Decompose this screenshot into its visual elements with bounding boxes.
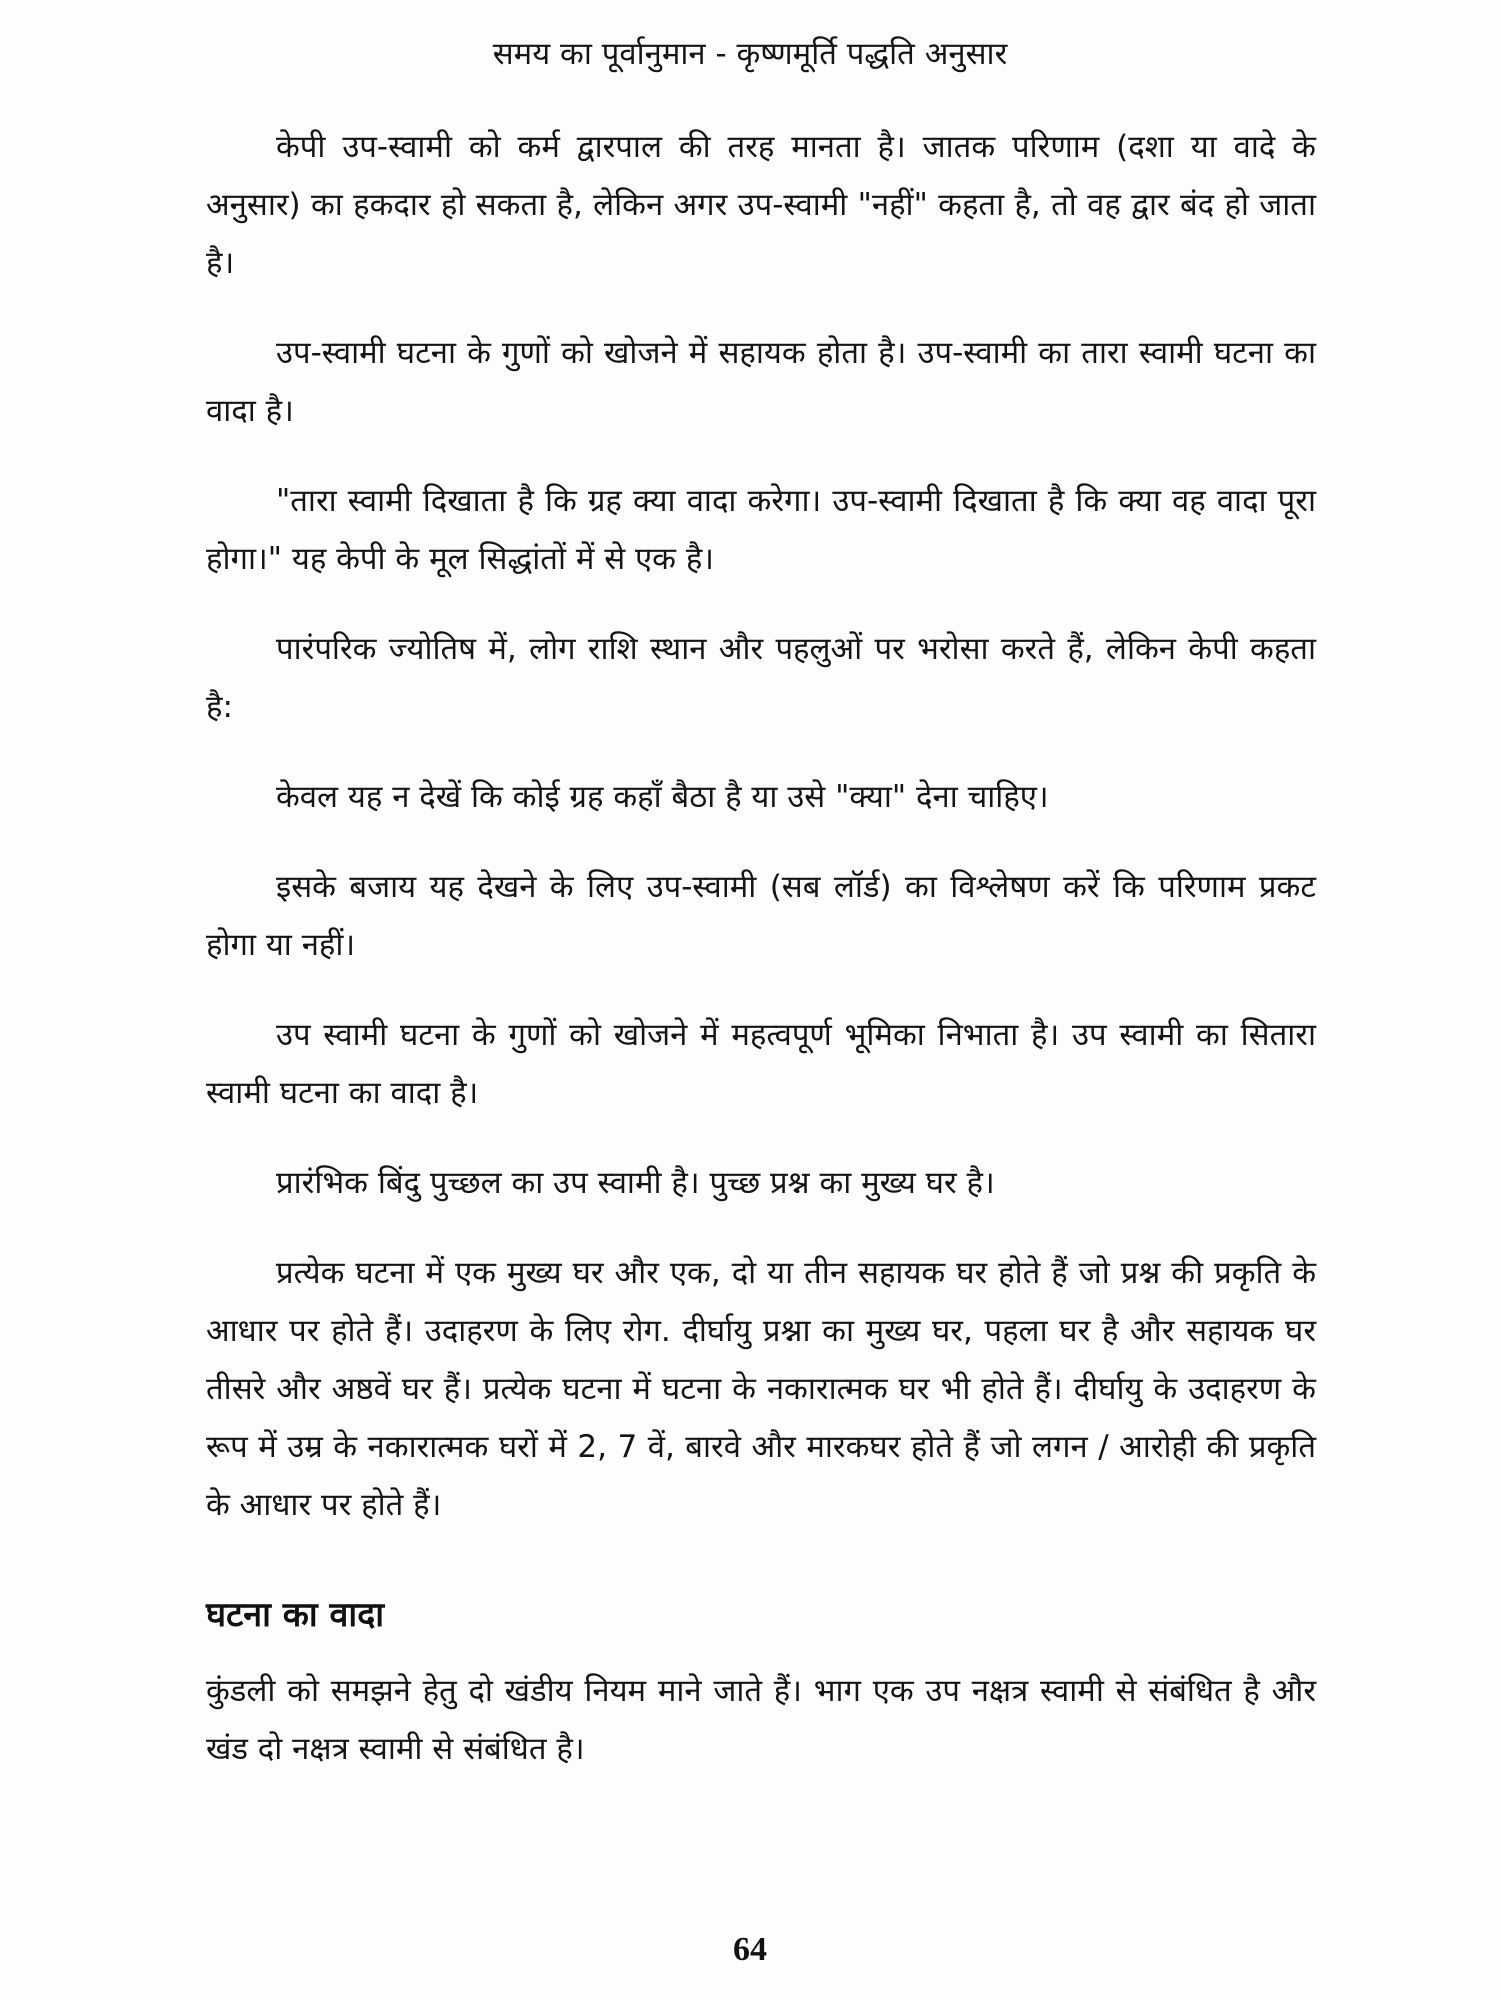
running-header: समय का पूर्वानुमान - कृष्णमूर्ति पद्धति अनुसार: [492, 36, 1008, 72]
paragraph-1: केपी उप-स्वामी को कर्म द्वारपाल की तरह मानता है। जातक परिणाम (दशा या वादे के अनुसार) का हकदार हो सकता है, लेकिन अगर उप-स्वामी "नहीं" कहता है, तो वह द्वार बंद हो जाता है।: [206, 129, 1316, 281]
paragraph-6: इसके बजाय यह देखने के लिए उप-स्वामी (सब लॉर्ड) का विश्लेषण करें कि परिणाम प्रकट होगा या नहीं।: [206, 869, 1316, 963]
paragraph-9: प्रत्येक घटना में एक मुख्य घर और एक, दो या तीन सहायक घर होते हैं जो प्रश्न की प्रकृति के आधार पर होते हैं। उदाहरण के लिए रोग. दीर्घायु प्रश्ना का मुख्य घर, पहला घर है और सहायक घर तीसरे और अष्ठवें घर हैं। प्रत्येक घटना में घटना के नकारात्मक घर भी होते हैं। दीर्घायु के उदाहरण के रूप में उम्र के नकारात्मक घरों में 2, 7 वें, बारवे और मारकघर होते हैं जो लगन / आरोही की प्रकृति के आधार पर होते हैं।: [206, 1255, 1316, 1523]
page-body: [206, 118, 1316, 1778]
paragraph-4: पारंपरिक ज्योतिष में, लोग राशि स्थान और पहलुओं पर भरोसा करते हैं, लेकिन केपी कहता है:: [206, 631, 1316, 725]
paragraph-7: उप स्वामी घटना के गुणों को खोजने में महत्वपूर्ण भूमिका निभाता है। उप स्वामी का सितारा स्वामी घटना का वादा है।: [206, 1017, 1316, 1111]
page-number: 64: [733, 1931, 767, 1968]
section-paragraph: कुंडली को समझने हेतु दो खंडीय नियम माने जाते हैं। भाग एक उप नक्षत्र स्वामी से संबंधित है और खंड दो नक्षत्र स्वामी से संबंधित है।: [206, 1673, 1316, 1767]
paragraph-5: केवल यह न देखें कि कोई ग्रह कहाँ बैठा है या उसे "क्या" देना चाहिए।: [276, 779, 1049, 815]
paragraph-2: उप-स्वामी घटना के गुणों को खोजने में सहायक होता है। उप-स्वामी का तारा स्वामी घटना का वादा है।: [206, 335, 1316, 429]
paragraph-8: प्रारंभिक बिंदु पुच्छल का उप स्वामी है। पुच्छ प्रश्न का मुख्य घर है।: [276, 1165, 995, 1201]
section-heading: घटना का वादा: [206, 1595, 385, 1635]
paragraph-3: "तारा स्वामी दिखाता है कि ग्रह क्या वादा करेगा। उप-स्वामी दिखाता है कि क्या वह वादा पूरा होगा।" यह केपी के मूल सिद्धांतों में से एक है।: [206, 483, 1316, 577]
